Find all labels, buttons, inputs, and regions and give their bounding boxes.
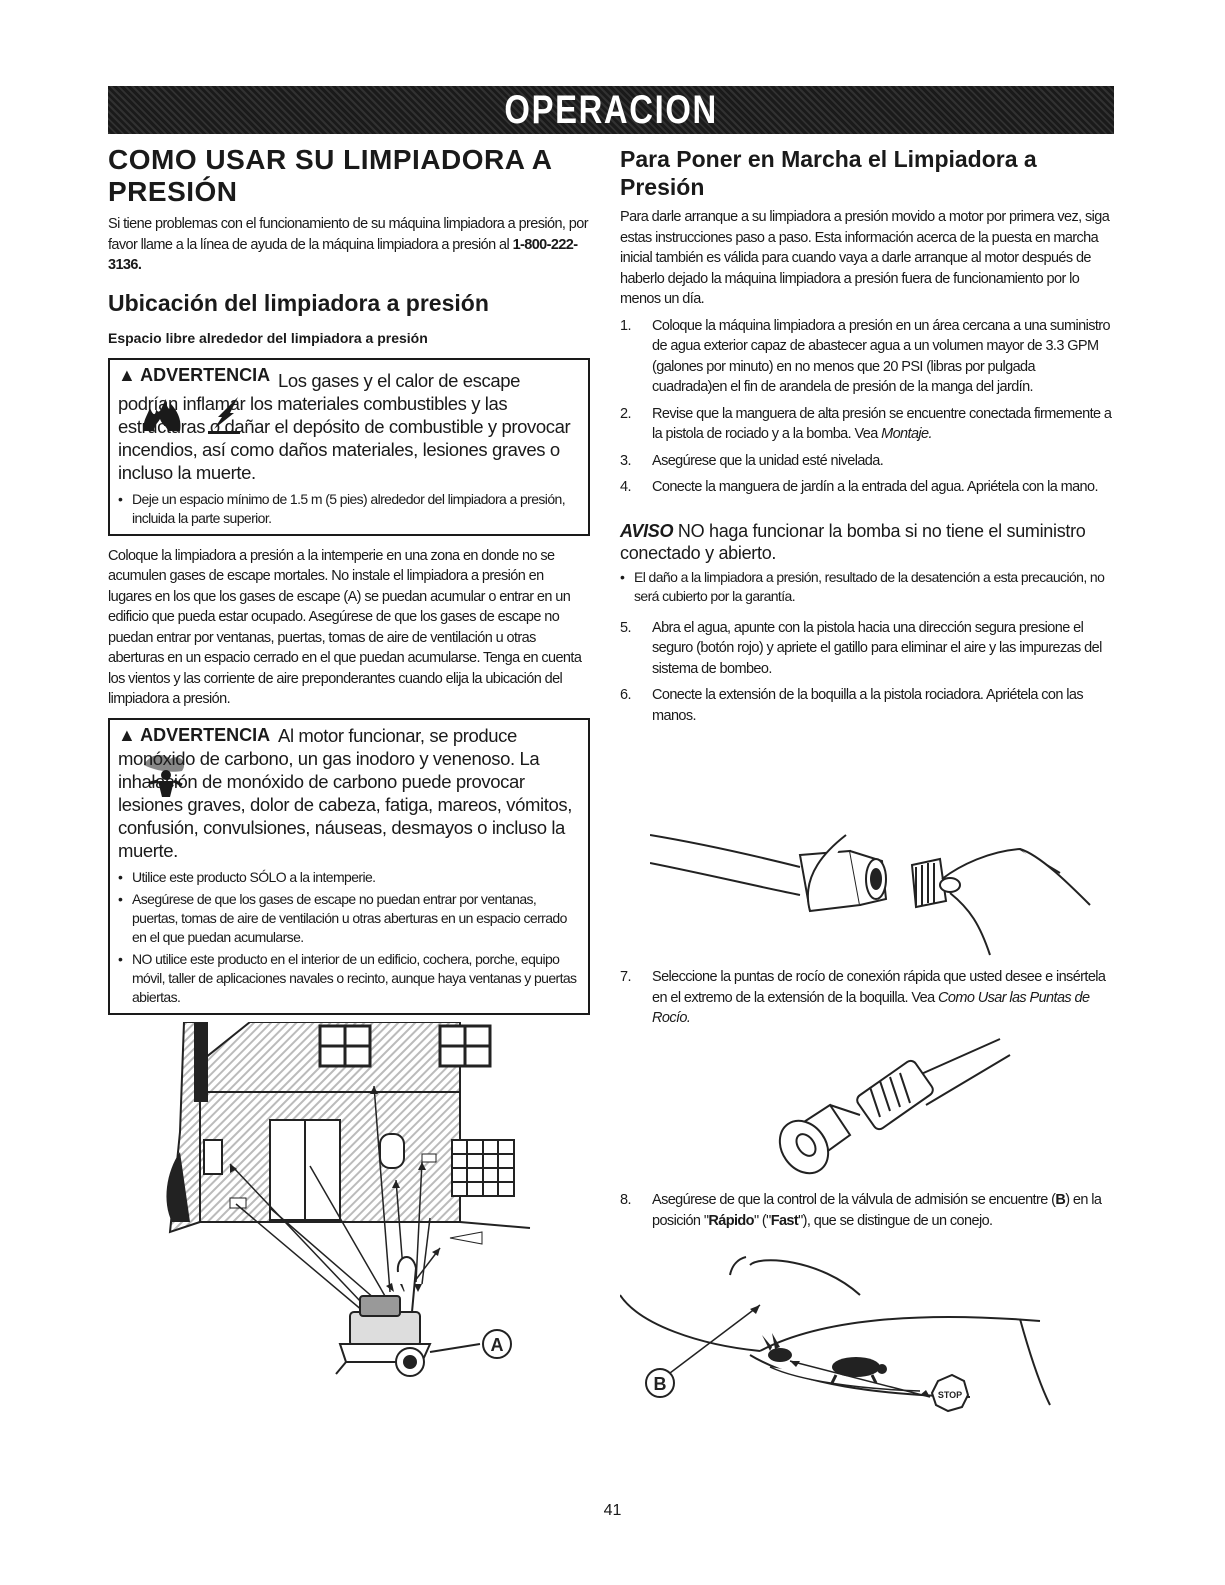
warning-label: ADVERTENCIA <box>140 724 271 745</box>
alert-triangle-icon: ▲ <box>118 364 136 385</box>
start-title: Para Poner en Marcha el Limpiadora a Presión <box>620 146 1037 200</box>
callout-b-label: B <box>653 1374 667 1394</box>
intro-paragraph: Si tiene problemas con el funcionamiento de su máquina limpiadora a presión, por favor llame a la línea de ayuda de la máquina limpiadora a presión al 1-800-222-3136. <box>108 216 588 274</box>
left-column <box>108 140 590 1015</box>
warning-bullet: • Deje un espacio mínimo de 1.5 m (5 pies) alrededor del limpiadora a presión, incluida la parte superior. <box>118 490 580 528</box>
helpline-phone: 1-800-222-3136. <box>108 236 578 274</box>
list-item: 3. Asegúrese que la unidad esté nivelada. <box>620 452 884 469</box>
warning-label: ADVERTENCIA <box>140 364 271 385</box>
list-item: 6. Conecte la extensión de la boquilla a la pistola rociadora. Apriétela con las manos. <box>620 687 1083 724</box>
warning-text: Al motor funcionar, se produce monóxido de carbono, un gas inodoro y venenoso. La inhalación de monóxido de carbono puede provocar lesiones graves, dolor de cabeza, fatiga, mareos, vómitos, confusión, convulsiones, náuseas, desmayos o incluso la muerte. <box>118 724 572 861</box>
see-spray-tips-ref: Como Usar las Puntas de Rocío. <box>652 989 1090 1026</box>
list-item: 4. Conecte la manguera de jardín a la entrada del agua. Apriétela con la mano. <box>620 479 1098 496</box>
notice-text: NO haga funcionar la bomba si no tiene el suministro conectado y abierto. <box>620 520 1086 563</box>
subsection-title: Espacio libre alrededor del limpiadora a presión <box>108 330 428 347</box>
section-banner <box>108 86 1114 134</box>
pressure-washer-icon <box>336 1257 480 1376</box>
warning-bullet: • Asegúrese de que los gases de escape no puedan entrar por ventanas, puertas, tomas de aire de ventilación u otras aberturas en un espacio cerrado en el que puedan acumularse. <box>118 890 580 947</box>
start-intro: Para darle arranque a su limpiadora a presión movido a motor por primera vez, siga estas instrucciones paso a paso. Esta información acerca de la puesta en marcha inicial también es válida para cuando vaya a darle arranque al motor después de haberlo dejado la máquina limpiadora a presión fuera de funcionamiento por lo menos un día. <box>620 209 1110 308</box>
warning-bullet: • Utilice este producto SÓLO a la intemperie. <box>118 868 580 887</box>
page-number: 41 <box>603 1502 622 1519</box>
placement-paragraph: Coloque la limpiadora a presión a la intemperie en una zona en donde no se acumulen gases de escape mortales. No instale el limpiadora a presión en lugares en los que los gases de escape (A) se puedan acumular o entrar en un edificio que pueda estar ocupado. Asegúrese de que los gases de escape no puedan entrar por ventanas, puertas, tomas de aire de ventilación u otras aberturas en un espacio cerrado en el que puedan acumularse. Tenga en cuenta los vientos y las corriente de aire preponderantes cuando elija la ubicación del limpiadora a presión. <box>108 547 582 708</box>
alert-triangle-icon: ▲ <box>118 724 136 745</box>
warning-bullet: • NO utilice este producto en el interior de un edificio, cochera, porche, equipo móvil, taller de aplicaciones navales o recinto, aunque haya ventanas y puertas abiertas. <box>118 950 580 1007</box>
callout-a-label: A <box>490 1335 504 1355</box>
notice-block <box>620 520 1112 564</box>
list-item: 1. Coloque la máquina limpiadora a presión en un área cercana a una suministro de agua exterior capaz de abastecer agua a un volumen mayor de 3.3 GPM (galones por minuto) en no menos que 20 PSI (libras por pulgada cuadrada)en el fin de arandela de presión de la manga del jardín. <box>620 317 1110 396</box>
warning-text: Los gases y el calor de escape podrían inflamar los materiales combustibles y las estructuras o dañar el depósito de combustible y provocar incendios, así como daños materiales, lesiones graves o incluso la muerte. <box>118 369 571 483</box>
nozzle-extension-illustration <box>650 815 1110 965</box>
warning-box-co <box>108 718 590 1015</box>
right-column <box>620 140 1112 726</box>
list-item: 7. Seleccione la puntas de rocío de conexión rápida que usted desee e insértela en el extremo de la extensión de la boquilla. Vea Como Usar las Puntas de Rocío. <box>620 969 1106 1026</box>
banner-title: OPERACION <box>504 88 718 132</box>
see-montaje-ref: Montaje. <box>881 426 932 443</box>
svg-text:STOP: STOP <box>937 1390 963 1400</box>
throttle-control-illustration <box>620 1255 1060 1415</box>
main-title: COMO USAR SU LIMPIADORA A PRESIÓN <box>108 144 552 208</box>
house-exhaust-illustration <box>160 1022 540 1382</box>
list-item: 5. Abra el agua, apunte con la pistola hacia una dirección segura presione el seguro (botón rojo) y apriete el gatillo para eliminar el aire y las impurezas del sistema de bombeo. <box>620 619 1102 677</box>
list-item: 8. Asegúrese de que la control de la válvula de admisión se encuentre (B) en la posición "Rápido" ("Fast"), que se distingue de un conejo. <box>620 1192 1102 1229</box>
notice-label: AVISO <box>620 520 674 541</box>
list-item: 2. Revise que la manguera de alta presión se encuentre conectada firmemente a la pistola de rociado y a la bomba. Vea Montaje. <box>620 405 1112 443</box>
section-title: Ubicación del limpiadora a presión <box>108 289 489 316</box>
stop-icon <box>932 1375 968 1411</box>
notice-bullet: • El daño a la limpiadora a presión, resultado de la desatención a esta precaución, no será cubierto por la garantía. <box>620 568 1112 606</box>
warning-box-fire <box>108 358 590 536</box>
spray-tip-illustration <box>730 1035 1030 1175</box>
